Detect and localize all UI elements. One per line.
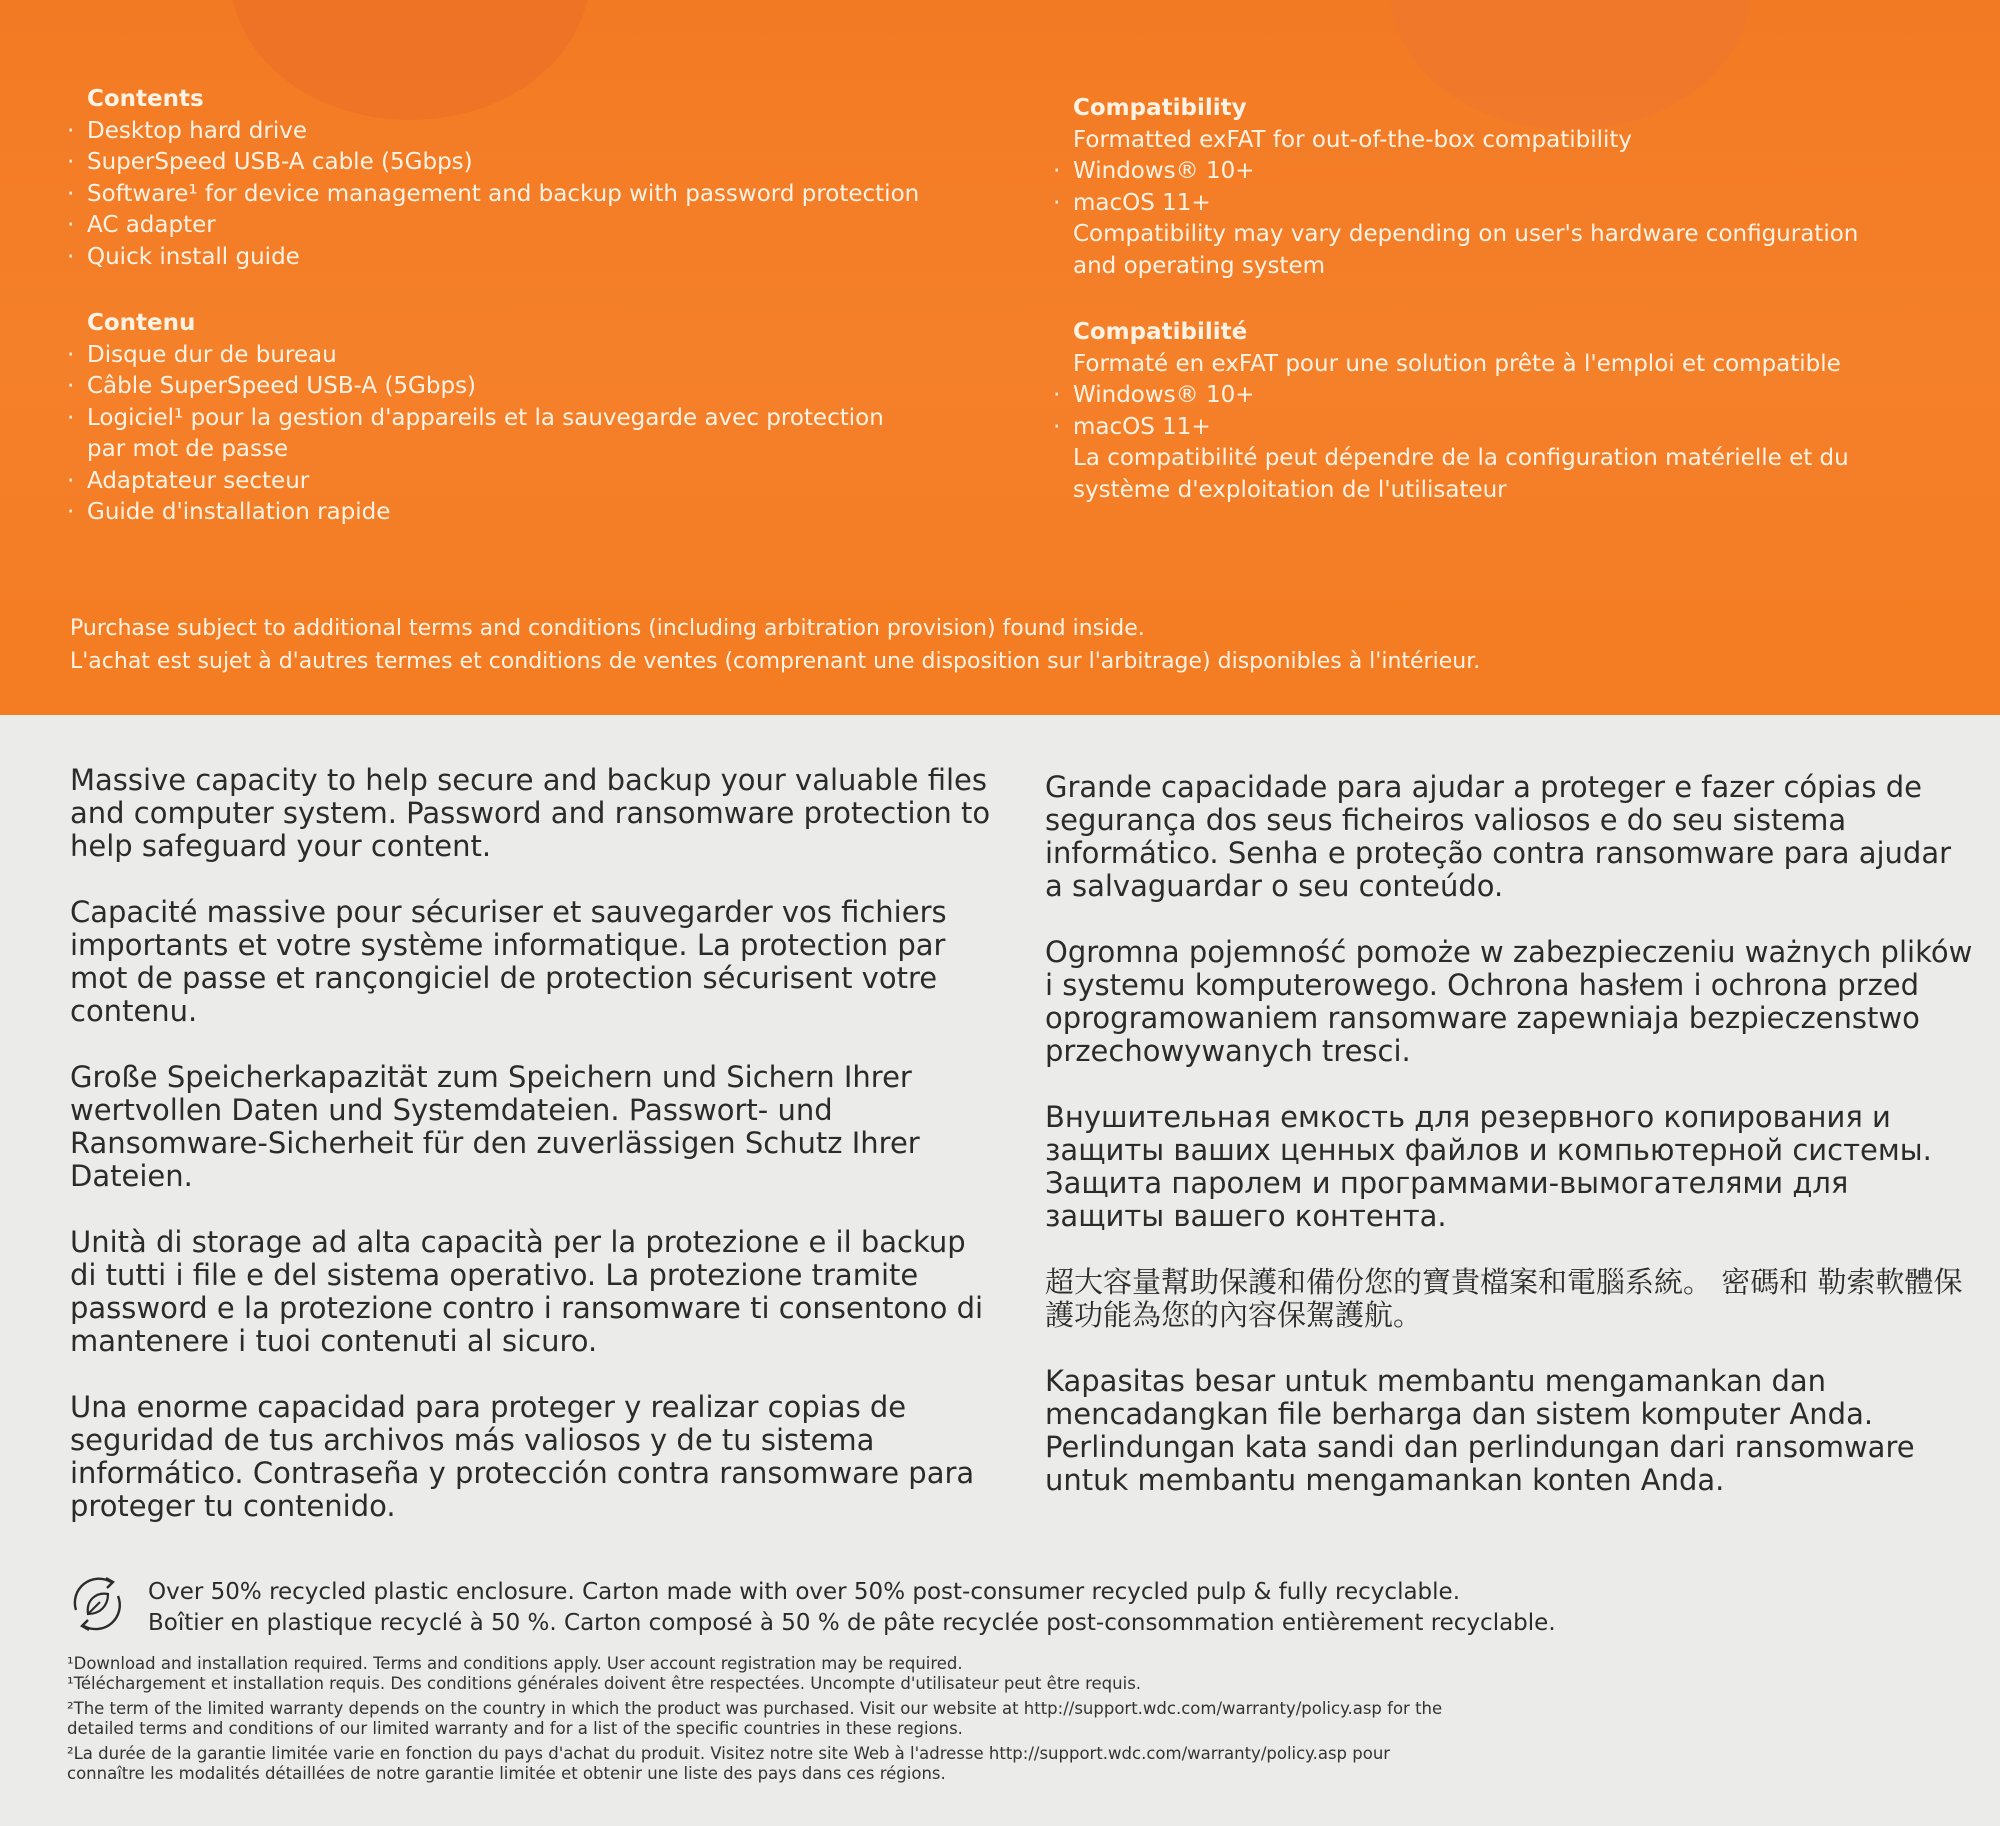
compat-os-list-fr (1073, 380, 1873, 443)
compat-intro-fr: Formaté en exFAT pour une solution prête à l'emploi et compatible (1073, 350, 1841, 377)
list-item: · Guide d'installation rapide (87, 497, 919, 529)
list-item: · SuperSpeed USB-A cable (5Gbps) (87, 147, 919, 179)
description-fr: Capacité massive pour sécuriser et sauvegarder vos fichiers importants et votre système informatique. La protection par mot de passe et rançongiciel de protection sécurisent votre contenu. (70, 895, 947, 1028)
contents-heading-en: Contents (87, 86, 204, 112)
list-item: · Logiciel¹ pour la gestion d'appareils et la sauvegarde avec protection par mot de passe (87, 403, 907, 466)
footnotes (67, 1654, 1487, 1789)
compat-note-en: Compatibility may vary depending on user's hardware configuration and operating system (1073, 221, 1859, 279)
list-item: · Desktop hard drive (87, 116, 919, 148)
list-item: · Windows® 10+ (1073, 156, 1873, 188)
contents-list-fr (87, 340, 919, 529)
descriptions-right-column (1045, 771, 1975, 1530)
footnote: ²The term of the limited warranty depends on the country in which the product was purchased. Visit our website at http://support.wdc.com/warranty/policy.asp for the detailed terms and conditions of our limited warranty and for a list of the specific countries in these regions. (67, 1699, 1443, 1738)
list-item: · Windows® 10+ (1073, 380, 1873, 412)
description-id: Kapasitas besar untuk membantu mengamankan dan mencadangkan file berharga dan sistem komputer Anda. Perlindungan kata sandi dan perlindungan dari ransomware untuk membantu mengamankan konten Anda. (1045, 1364, 1915, 1497)
description-de: Große Speicherkapazität zum Speichern und Sichern Ihrer wertvollen Daten und Systemdateien. Passwort- und Ransomware-Sicherheit für den zuverlässigen Schutz Ihrer Dateien. (70, 1060, 920, 1193)
description-pl: Ogromna pojemność pomoże w zabezpieczeniu ważnych plików i systemu komputerowego. Ochrona hasłem i ochrona przed oprogramowaniem ransomware zapewniaja bezpieczenstwo przechowywanych tresci. (1045, 935, 1973, 1068)
list-item: · Adaptateur secteur (87, 466, 919, 498)
list-item: · macOS 11+ (1073, 412, 1873, 444)
compat-os-list-en (1073, 156, 1873, 219)
recycle-statement-en: Over 50% recycled plastic enclosure. Carton made with over 50% post-consumer recycled pulp & fully recyclable. (148, 1579, 1460, 1605)
purchase-terms-en: Purchase subject to additional terms and conditions (including arbitration provision) found inside. (70, 616, 1145, 641)
description-es: Una enorme capacidad para proteger y realizar copias de seguridad de tus archivos más valiosos y de tu sistema informático. Contraseña y protección contra ransomware para proteger tu contenido. (70, 1390, 975, 1523)
list-item: · Disque dur de bureau (87, 340, 919, 372)
contents-section (87, 84, 919, 529)
description-zh: 超大容量幫助保護和備份您的寶貴檔案和電腦系統。 密碼和 勒索軟體保護功能為您的內容保駕護航。 (1045, 1265, 1963, 1332)
list-item: · Quick install guide (87, 242, 919, 274)
purchase-terms-fr: L'achat est sujet à d'autres termes et conditions de ventes (comprenant une disposition sur l'arbitrage) disponibles à l'intérieur. (70, 649, 1481, 674)
description-en: Massive capacity to help secure and backup your valuable files and computer system. Password and ransomware protection to help safeguard your content. (70, 763, 991, 863)
list-item: · Software¹ for device management and backup with password protection (87, 179, 919, 211)
footnote: ²La durée de la garantie limitée varie en fonction du pays d'achat du produit. Visitez notre site Web à l'adresse http://support.wdc.com/warranty/policy.asp pour connaître les modalités détaillées de notre garantie limitée et obtenir une liste des pays dans ces régions. (67, 1744, 1391, 1783)
description-it: Unità di storage ad alta capacità per la protezione e il backup di tutti i file e del sistema operativo. La protezione tramite password e la protezione contro i ransomware ti consentono di mantenere i tuoi contenuti al sicuro. (70, 1225, 984, 1358)
compat-note-fr: La compatibilité peut dépendre de la configuration matérielle et du système d'exploitation de l'utilisateur (1073, 445, 1849, 503)
list-item: · macOS 11+ (1073, 188, 1873, 220)
descriptions-left-column (70, 764, 1000, 1556)
list-item: · AC adapter (87, 210, 919, 242)
footnote: ¹Download and installation required. Terms and conditions apply. User account registration may be required. (67, 1654, 963, 1673)
footnote: ¹Téléchargement et installation requis. Des conditions générales doivent être respectées. Uncompte d'utilisateur peut être requis. (67, 1674, 1142, 1693)
compat-intro-en: Formatted exFAT for out-of-the-box compatibility (1073, 126, 1633, 153)
contents-heading-fr: Contenu (87, 310, 196, 336)
recycle-statement-fr: Boîtier en plastique recyclé à 50 %. Carton composé à 50 % de pâte recyclée post-consommation entièrement recyclable. (148, 1610, 1556, 1636)
contents-list-en (87, 116, 919, 274)
recycle-leaf-icon (64, 1574, 130, 1632)
compatibility-section (1073, 93, 1873, 506)
compat-heading-en: Compatibility (1073, 95, 1247, 121)
list-item: · Câble SuperSpeed USB-A (5Gbps) (87, 371, 919, 403)
recycle-statement (148, 1577, 1556, 1639)
description-ru: Внушительная емкость для резервного копирования и защиты ваших ценных файлов и компьютерной системы. Защита паролем и программами-вымогателями для защиты вашего контента. (1045, 1100, 1932, 1233)
purchase-terms (70, 612, 1480, 678)
description-pt: Grande capacidade para ajudar a proteger e fazer cópias de segurança dos seus ficheiros valiosos e do seu sistema informático. Senha e proteção contra ransomware para ajudar a salvaguardar o seu conteúdo. (1045, 770, 1952, 903)
compat-heading-fr: Compatibilité (1073, 319, 1248, 345)
